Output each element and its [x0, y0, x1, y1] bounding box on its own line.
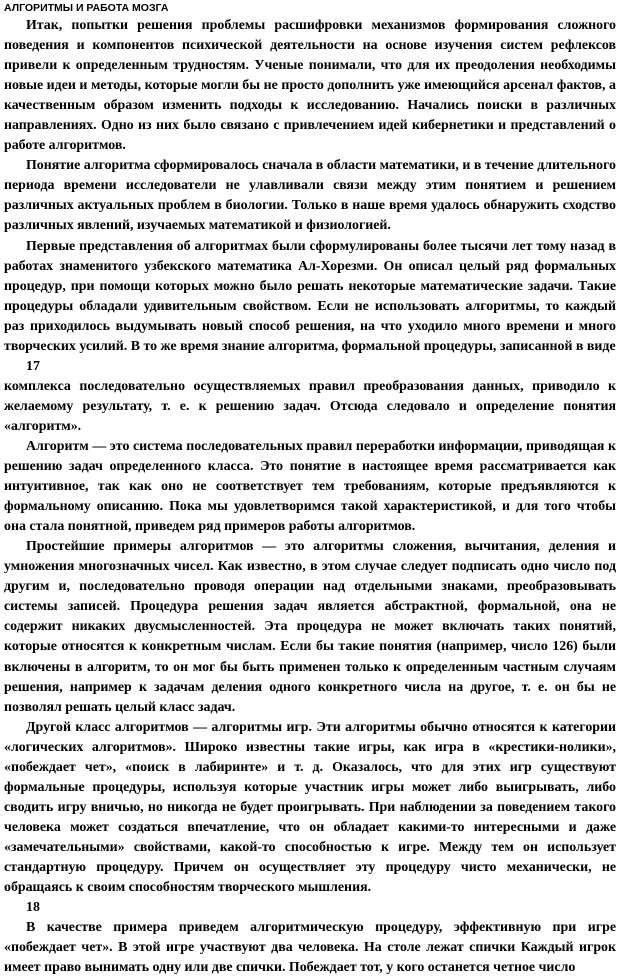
paragraph-7: Другой класс алгоритмов — алгоритмы игр. Эти алгоритмы обычно относятся к категории «логических алгоритмов». Широко известны такие игры, как игра в «крестики-нолики», «побеждает чет», «поиск в лабиринте» и т. д. Оказалось, что для этих игр существуют формальные процедуры, используя которые участник игры может либо выигрывать, либо сводить игру вничью, но никогда не будет проигрывать. При наблюдении за поведением такого человека может создаться впечатление, что он обладает какими-то интересными и даже «замечательными» свойствами, какой-то способностью к игре. Между тем он использует стандартную процедуру. Причем он осуществляет эту процедуру чисто механически, не обращаясь к своим способностям творческого мышления. — [4, 719, 616, 896]
paragraph-8: В качестве примера приведем алгоритмическую процедуру, эффективную при игре «побеждает чет». В этой игре участвуют два человека. На столе лежат спички Каждый игрок имеет право вынимать одну или две спички. Побеждает тот, у кого останется четное число — [4, 920, 616, 976]
paragraph-1: Итак, попытки решения проблемы расшифровки механизмов формирования сложного поведения и компонентов психической деятельности на основе изучения систем рефлексов привели к определенным трудностям. Ученые понимали, что для их преодоления необходимы новые идеи и методы, которые могли бы не просто дополнить уже имеющийся арсенал фактов, а качественным образом изменить подходы к исследованию. Начались поиски в различных направлениях. Одно из них было связано с привлечением идей кибернетики и представлений о работе алгоритмов. — [4, 18, 616, 154]
paragraph-2: Понятие алгоритма сформировалось сначала в области математики, и в течение длительного периода времени исследователи не улавливали связи между этим понятием и решением различных актуальных проблем в биологии. Только в наше время удалось обнаружить сходство различных явлений, изучаемых математикой и физиологией. — [4, 158, 616, 234]
page-number: 18 — [26, 900, 40, 916]
running-head: АЛГОРИТМЫ И РАБОТА МОЗГА — [4, 2, 169, 14]
paragraph-5: Алгоритм — это система последовательных правил переработки информации, приводящая к решению задач определенного класса. Это понятие в настоящее время рассматривается как интуитивное, так как оно не соответствует тем требованиям, которые предъявляются к формальному описанию. Пока мы удовлетворимся такой характеристикой, и для того чтобы она стала понятной, приведем ряд примеров работы алгоритмов. — [4, 438, 616, 535]
paragraph-6: Простейшие примеры алгоритмов — это алгоритмы сложения, вычитания, деления и умножения многозначных чисел. Как известно, в этом случае следует подписать одно число под другим и, последовательно проводя операции над отдельными знаками, преобразовывать системы записей. Процедура решения задач является абстрактной, формальной, она не содержит никаких двусмысленностей. Эта процедура не может включать таких понятий, которые относятся к конкретным числам. Если бы такие понятия (например, число 126) были включены в алгоритм, то он мог бы быть применен только к определенным частным случаям решения, например к задачам деления одного конкретного числа на другое, т. е. он бы не позволял решать целый класс задач. — [4, 539, 616, 715]
paragraph-4: комплекса последовательно осуществляемых правил преобразования данных, приводило к желаемому результату, т. е. к решению задач. Отсюда следовало и определение понятия «алгоритм». — [4, 378, 616, 434]
page-number: 17 — [26, 358, 40, 374]
paragraph-3: Первые представления об алгоритмах были сформулированы более тысячи лет тому назад в работах знаменитого узбекского математика Ал-Хорезми. Он описал целый ряд формальных процедур, при помощи которых можно было решать некоторые математические задачи. Такие процедуры обладали удивительным свойством. Если не использовать алгоритмы, то каждый раз приходилось выдумывать новый способ решения, на что уходило много времени и много творческих усилий. В то же время знание алгоритма, формальной процедуры, записанной в виде — [4, 238, 616, 354]
